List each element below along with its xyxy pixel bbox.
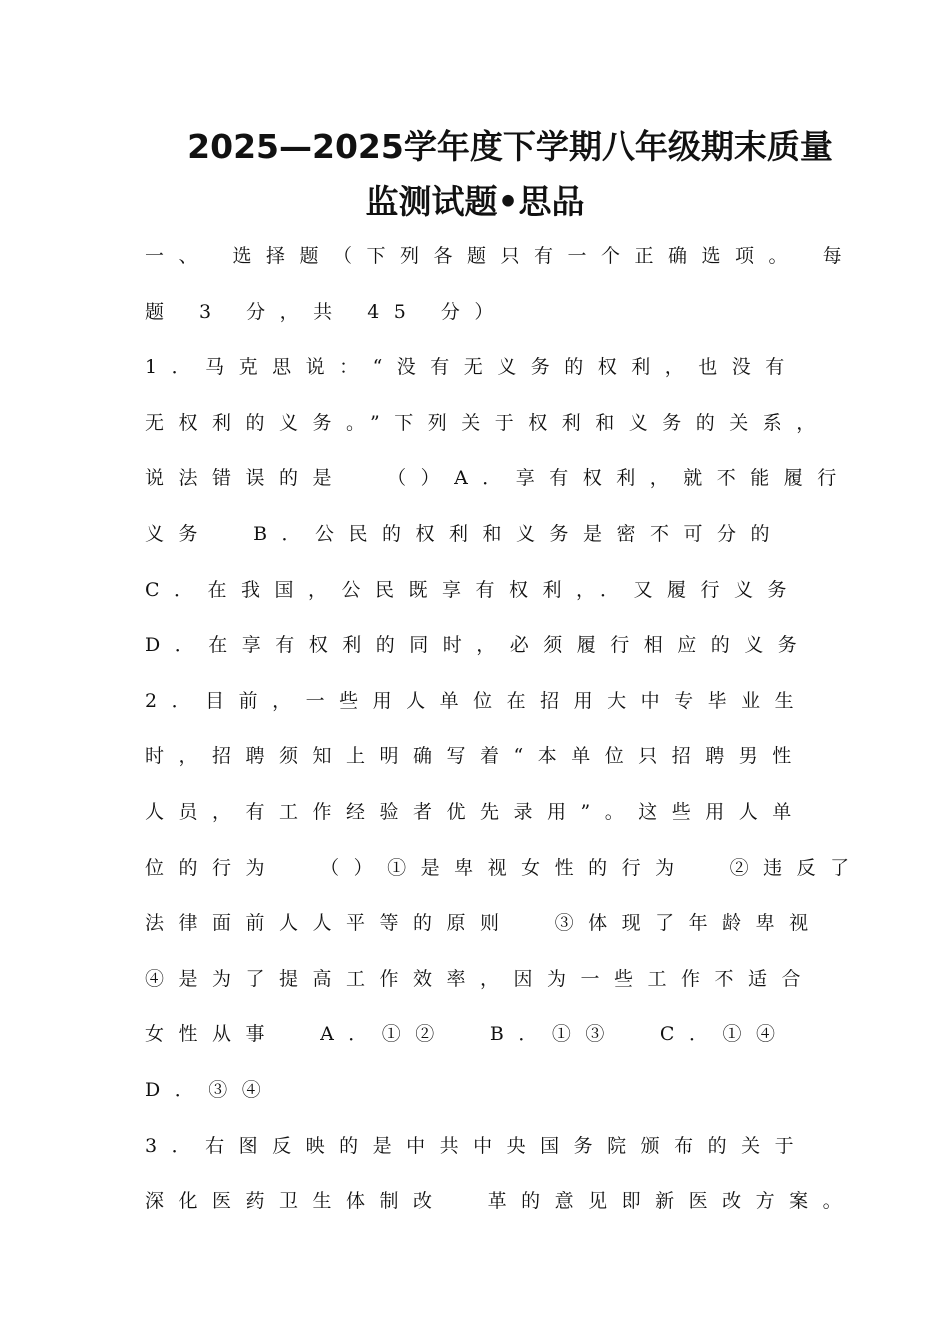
body-line: D．③④ (145, 1078, 276, 1101)
document-title-line-1: 2025—2025学年度下学期八年级期末质量 (187, 127, 833, 166)
body-line: D．在享有权利的同时，必须履行相应的义务 (145, 634, 812, 657)
document-title-line-2: 监测试题•思品 (365, 182, 585, 221)
body-line: 题 3 分，共 45 分） (145, 300, 508, 323)
body-line: 深化医药卫生体制改 革的意见即新医改方案。 (145, 1190, 857, 1213)
body-line: 2．目前，一些用人单位在招用大中专毕业生 (145, 689, 809, 712)
body-line: C．在我国，公民既享有权利，．又履行义务 (145, 578, 802, 601)
document-body (145, 240, 864, 1241)
body-line: ④是为了提高工作效率，因为一些工作不适合 (145, 967, 816, 990)
body-line: 女性从事 A．①② B．①③ C．①④ (145, 1023, 790, 1046)
body-line: 3．右图反映的是中共中央国务院颁布的关于 (145, 1134, 809, 1157)
body-line: 人员，有工作经验者优先录用”。这些用人单 (145, 800, 806, 823)
body-line: 无权利的义务。”下列关于权利和义务的关系， (145, 411, 830, 434)
body-line: 1．马克思说：“没有无义务的权利，也没有 (145, 356, 799, 379)
body-line: 时，招聘须知上明确写着“本单位只招聘男性 (145, 745, 806, 768)
body-line: 说法错误的是 （）A．享有权利，就不能履行 (145, 467, 851, 490)
body-line: 一、 选择题（下列各题只有一个正确选项。 每 (145, 245, 857, 267)
body-line: 位的行为 （）①是卑视女性的行为 ②违反了 (145, 856, 864, 879)
body-line: 义务 B．公民的权利和义务是密不可分的 (145, 522, 785, 545)
body-line: 法律面前人人平等的原则 ③体现了年龄卑视 (145, 912, 823, 935)
